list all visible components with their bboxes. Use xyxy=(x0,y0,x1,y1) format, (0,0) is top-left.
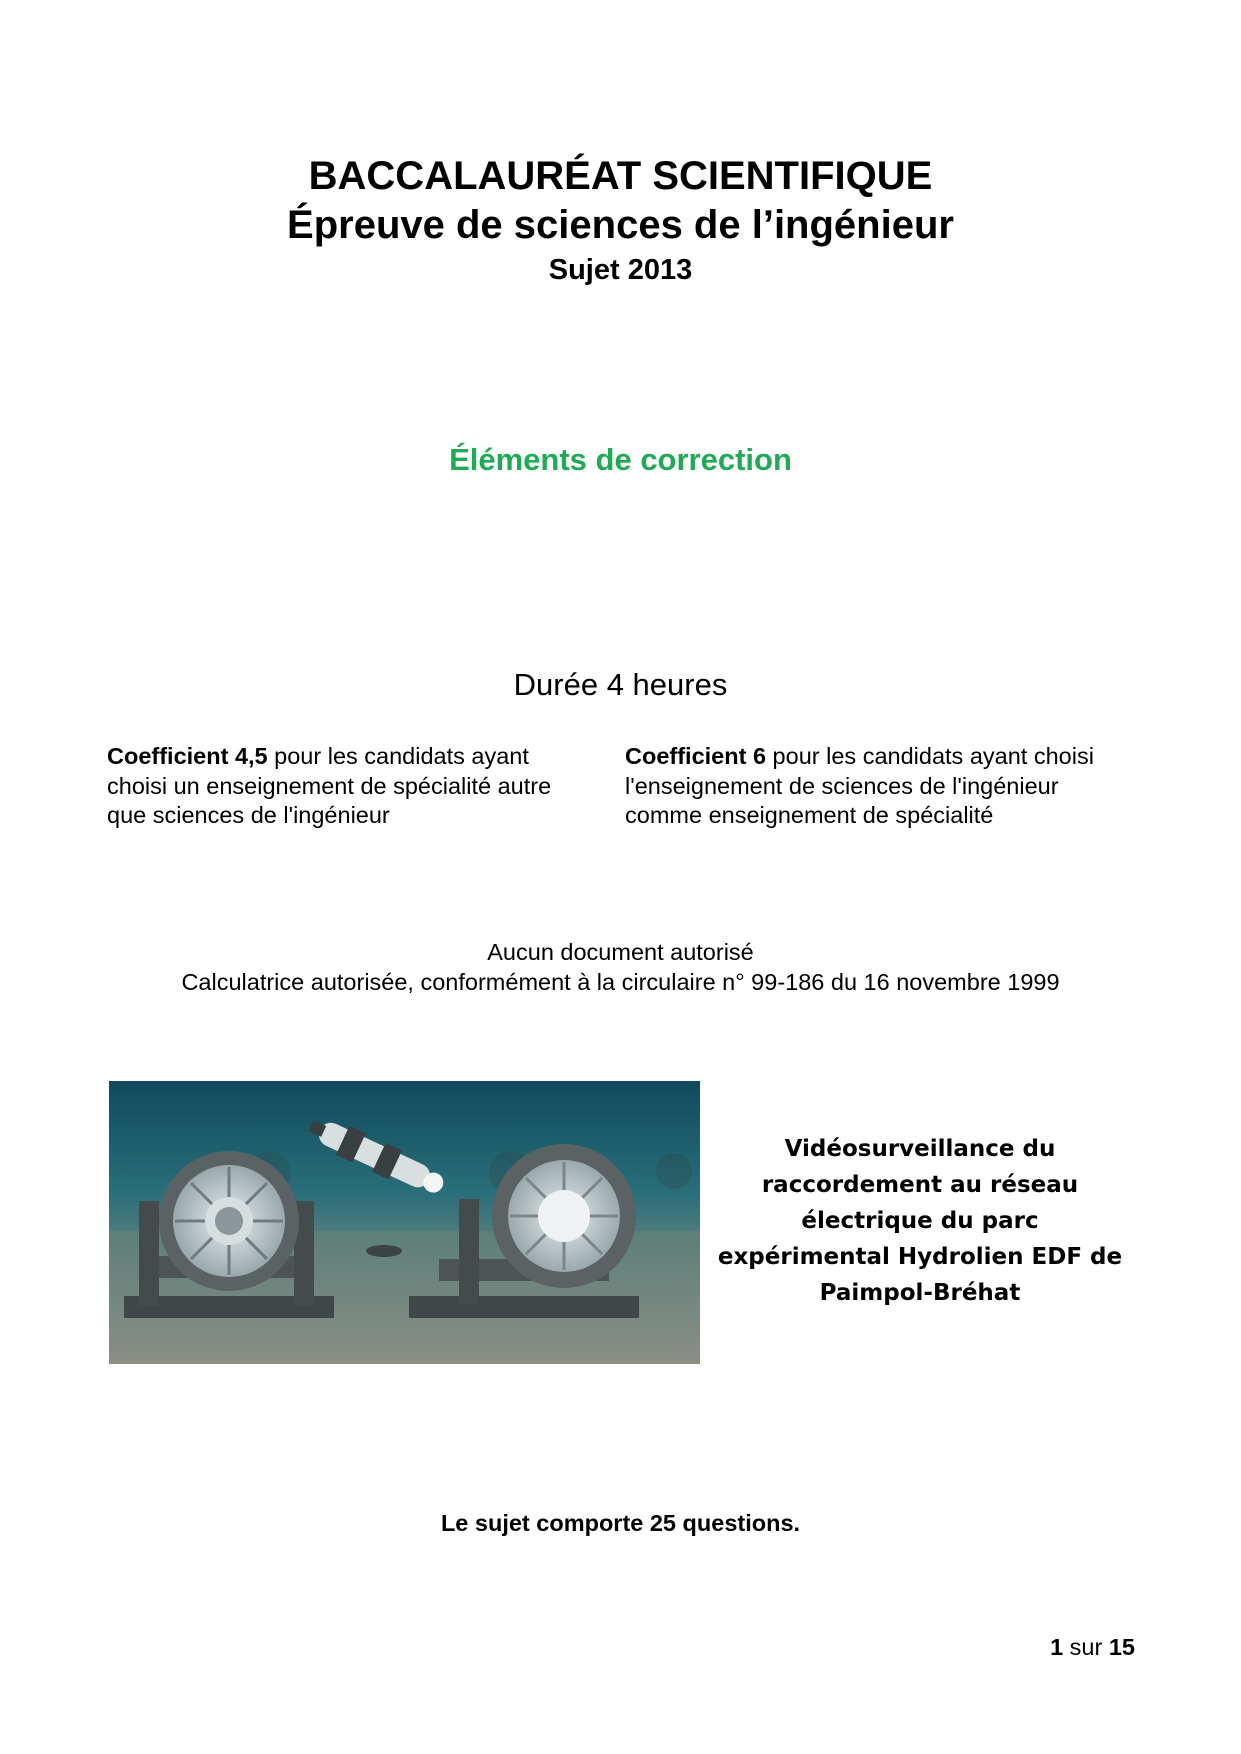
coefficient-value: Coefficient 6 xyxy=(625,743,767,769)
coefficient-value: Coefficient 4,5 xyxy=(107,743,268,769)
questions-note: Le sujet comporte 25 questions. xyxy=(440,1510,801,1536)
rule-calculator: Calculatrice autorisée, conformément à la circulaire n° 99-186 du 16 novembre 1999 xyxy=(181,969,1060,995)
exam-duration: Durée 4 heures xyxy=(513,667,728,702)
hydrolien-illustration xyxy=(109,1081,700,1364)
page-separator: sur xyxy=(1063,1634,1109,1660)
coefficient-block-2 xyxy=(625,742,1105,831)
rule-documents: Aucun document autorisé xyxy=(487,939,754,965)
page-current: 1 xyxy=(1050,1634,1064,1660)
correction-label: Éléments de correction xyxy=(449,442,792,477)
coefficient-text: pour les candidats ayant choisi un enseignement de spécialité autre que sciences de l'ingénieur xyxy=(107,743,552,828)
exam-rules xyxy=(0,937,1241,997)
exam-subtitle: Épreuve de sciences de l’ingénieur xyxy=(287,203,954,247)
page-number xyxy=(1000,1632,1135,1662)
exam-title: BACCALAURÉAT SCIENTIFIQUE xyxy=(308,154,933,198)
coefficient-block-1 xyxy=(107,742,587,831)
exam-year: Sujet 2013 xyxy=(548,254,693,286)
image-caption: Vidéosurveillance du raccordement au réseau électrique du parc expérimental Hydrolien EDF de Paimpol-Bréhat xyxy=(717,1136,1123,1306)
page-total: 15 xyxy=(1108,1634,1135,1660)
coefficient-text: pour les candidats ayant choisi l'enseignement de sciences de l'ingénieur comme enseignement de spécialité xyxy=(625,743,1094,828)
